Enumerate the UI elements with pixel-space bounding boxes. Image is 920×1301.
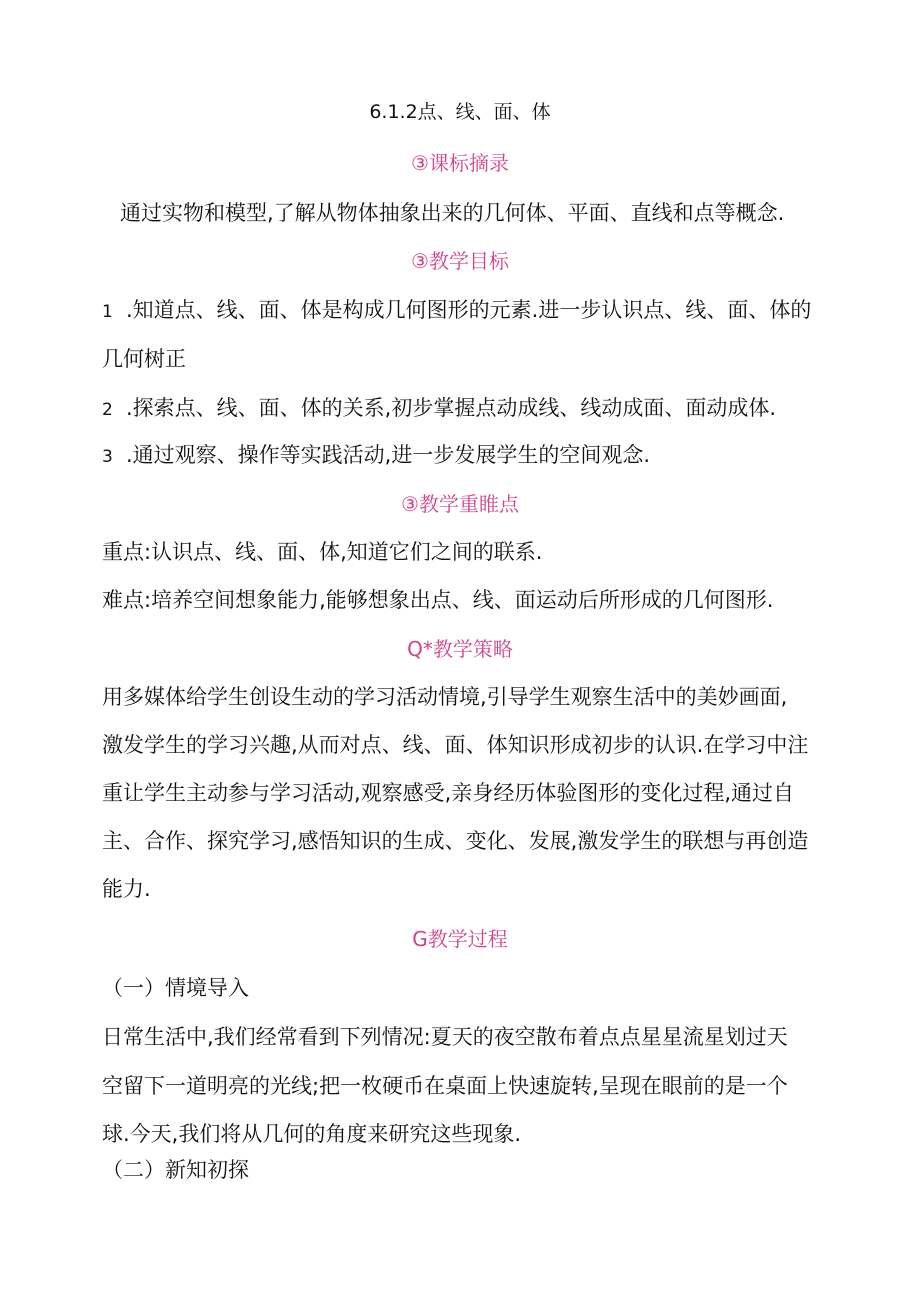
objective-item-1 [102,295,811,327]
objective-number: 1 [102,302,113,322]
document-title: 6.1.2点、线、面、体 [369,101,551,123]
strategy-line: 能力. [102,877,151,901]
section-heading-strategy: Q*教学策略 [407,637,513,661]
section-heading-key-points: ③教学重睢点 [401,492,519,516]
strategy-line: 重让学生主动参与学习活动,观察感受,亲身经历体验图形的变化过程,通过自 [102,781,795,805]
objective-number: 2 [102,400,113,420]
strategy-line: 主、合作、探究学习,感悟知识的生成、变化、发展,激发学生的联想与再创造 [102,829,809,853]
strategy-line: 激发学生的学习兴趣,从而对点、线、面、体知识形成初步的认识.在学习中注 [102,733,809,757]
key-point-difficulty: 难点:培养空间想象能力,能够想象出点、线、面运动后所形成的几何图形. [102,588,774,612]
process-line: 球.今天,我们将从几何的角度来研究这些现象. [102,1122,522,1146]
key-point-focus: 重点:认识点、线、面、体,知道它们之间的联系. [102,540,543,564]
objective-item-2 [102,393,776,425]
objective-number: 3 [102,447,113,467]
objective-item-3 [102,440,650,472]
section-heading-objectives: ③教学目标 [411,249,509,273]
process-line: 日常生活中,我们经常看到下列情况:夏天的夜空散布着点点星星流星划过天 [102,1025,788,1049]
objective-text: .探索点、线、面、体的关系,初步掌握点动成线、线动成面、面动成体. [126,396,777,420]
section-heading-curriculum: ③课标摘录 [411,151,509,175]
process-line: 空留下一道明亮的光线;把一枚硬币在桌面上快速旋转,呈现在眼前的是一个 [102,1074,788,1098]
curriculum-text: 通过实物和模型,了解从物体抽象出来的几何体、平面、直线和点等概念. [120,201,785,225]
objective-text: .通过观察、操作等实践活动,进一步发展学生的空间观念. [126,443,651,467]
section-heading-process: G教学过程 [412,927,508,951]
process-part-2-title: （二）新知初探 [102,1158,249,1182]
objective-item-1-continued: 几何树正 [102,347,186,371]
process-part-1-title: （一）情境导入 [102,976,249,1000]
strategy-line: 用多媒体给学生创设生动的学习活动情境,引导学生观察生活中的美妙画面, [102,685,788,709]
objective-text: .知道点、线、面、体是构成几何图形的元素.进一步认识点、线、面、体的 [126,298,812,322]
